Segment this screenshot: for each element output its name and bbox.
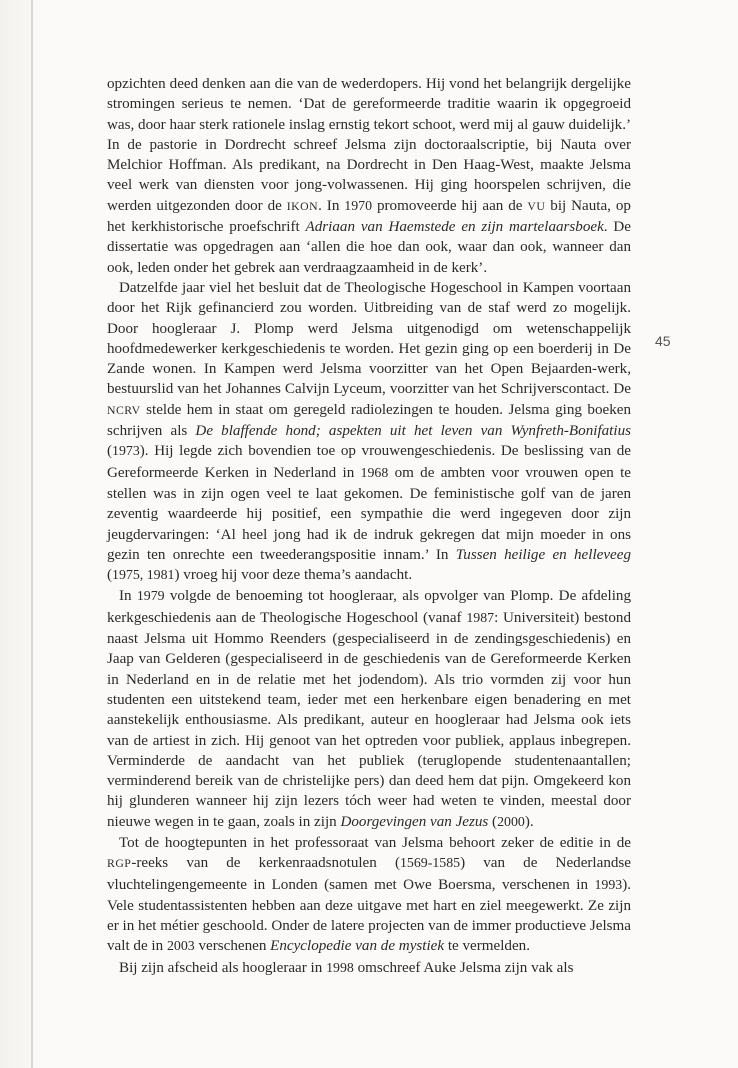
year: 1998 xyxy=(326,960,354,976)
body-text xyxy=(107,74,631,979)
year: 1970 xyxy=(344,198,373,214)
paragraph-5: Bij zijn afscheid als hoogleraar in 1998 omschreef Auke Jelsma zijn vak als xyxy=(119,959,574,976)
year: 1973 xyxy=(112,444,140,460)
binding-line xyxy=(31,0,33,1068)
book-title: Doorgevingen van Jezus xyxy=(340,813,489,830)
paragraph-3: In 1979 volgde de benoeming tot hoogleraar, als opvolger van Plomp. De afdeling kerkgeschiedenis aan de Theologische Hogeschool (vanaf 1987: Universiteit) bestond naast Jelsma uit Hommo Reenders (gespecialiseerd in de zendingsgeschiedenis) en Jaap van Gelderen (gespecialiseerd in de geschiedenis van de Gereformeerde Kerken in Nederland en in de relatie met het jodendom). Als trio vormden zij voor hun studenten een uitstekend team, ieder met een herkenbare eigen benadering en met aanstekelijk enthousiasme. Als predikant, auteur en hoogleraar had Jelsma ook iets van de artiest in zich. Hij genoot van het optreden voor publiek, applaus inbegrepen. Verminderde de aandacht van het publiek (teruglopende studentenaantallen; verminderend bereik van de christelijke pers) dan deed hem dat pijn. Omgekeerd kon hij glunderen wanneer hij zijn lezers tóch weer had weten te vinden, meestal door nieuwe wegen in te gaan, zoals in zijn Doorgevingen van Jezus (2000). xyxy=(107,588,631,830)
book-title: Tussen heilige en helleveeg xyxy=(455,546,631,563)
paragraph-1: opzichten deed denken aan die van de wederdopers. Hij vond het belangrijk dergelijke stromingen serieus te nemen. ‘Dat de gereformeerde traditie waarin ik opgegroeid was, door haar sterk rationele inslag ernstig tekort schoot, werd mij al gauw duidelijk.’ In de pastorie in Dordrecht schreef Jelsma zijn doctoraalscriptie, bij Nauta over Melchior Hoffman. Als predikant, na Dordrecht in Den Haag-West, maakte Jelsma veel werk van diensten voor jong-volwassenen. Hij ging hoorspelen schrijven, die werden uitgezonden door de IKON. In 1970 promoveerde hij aan de VU bij Nauta, op het kerkhistorische proefschrift Adriaan van Haemstede en zijn martelaarsboek. De dissertatie was opgedragen aan ‘allen die hoe dan ook, waar dan ook, wanneer dan ook, leden onder het gebrek aan verdraagzaamheid in de kerk’. xyxy=(107,76,631,276)
year: 1569-1585 xyxy=(399,856,461,872)
book-title: Encyclopedie van de mystiek xyxy=(270,938,445,955)
year: 1975, 1981 xyxy=(112,568,175,584)
paragraph-4: Tot de hoogtepunten in het professoraat van Jelsma behoort zeker de editie in de RGP-reeks van de kerkenraadsnotulen (1569-1585) van de Nederlandse vluchtelingengemeente in Londen (samen met Owe Boersma, verschenen in 1993). Vele studentassistenten hebben aan deze uitgave met hart en ziel meegewerkt. Ze zijn er in het métier geschoold. Onder de latere projecten van de immer productieve Jelsma valt de in 2003 verschenen Encyclopedie van de mystiek te vermelden. xyxy=(107,834,631,955)
page-number: 45 xyxy=(655,333,671,349)
year: 2000 xyxy=(497,814,525,830)
small-caps-rgp: RGP xyxy=(107,857,132,871)
paragraph-2: Datzelfde jaar viel het besluit dat de Theologische Hogeschool in Kampen voortaan door het Rijk gefinancierd zou worden. Uitbreiding van de staf werd zo mogelijk. Door hoogleraar J. Plomp werd Jelsma uitgenodigd om wetenschappelijk hoofdmedewerker kerkgeschiedenis te worden. Het gezin ging op een boerderij in De Zande wonen. In Kampen werd Jelsma voorzitter van het Open Bejaarden-werk, bestuurslid van het Johannes Calvijn Lyceum, voorzitter van het Schrijverscontact. De NCRV stelde hem in staat om geregeld radiolezingen te houden. Jelsma ging boeken schrijven als De blaffende hond; aspekten uit het leven van Wynfreth-Bonifatius (1973). Hij legde zich bovendien toe op vrouwengeschiedenis. De beslissing van de Gereformeerde Kerken in Nederland in 1968 om de ambten voor vrouwen open te stellen was in zijn ogen veel te laat gekomen. De feministische golf van de jaren zeventig waardeerde hij positief, een sympathie die werd ingegeven door zijn jeugdervaringen: ‘Al heel jong had ik de indruk gekregen dat mijn moeder in ons gezin ten onrechte een tweederangspositie innam.’ In Tussen heilige en helleveeg (1975, 1981) vroeg hij voor deze thema’s aandacht. xyxy=(107,279,631,584)
small-caps-ikon: IKON xyxy=(286,199,319,213)
year: 1993 xyxy=(594,877,623,893)
small-caps-vu: VU xyxy=(527,199,546,213)
book-title: Adriaan van Haemstede en zijn martelaarsboek xyxy=(305,219,604,236)
book-title: De blaffende hond; aspekten uit het leven van Wynfreth-Bonifatius xyxy=(195,423,631,440)
year: 1987 xyxy=(466,610,495,626)
year: 1968 xyxy=(360,465,389,481)
small-caps-ncrv: NCRV xyxy=(107,403,141,417)
year: 1979 xyxy=(136,589,165,605)
year: 2003 xyxy=(166,939,195,955)
